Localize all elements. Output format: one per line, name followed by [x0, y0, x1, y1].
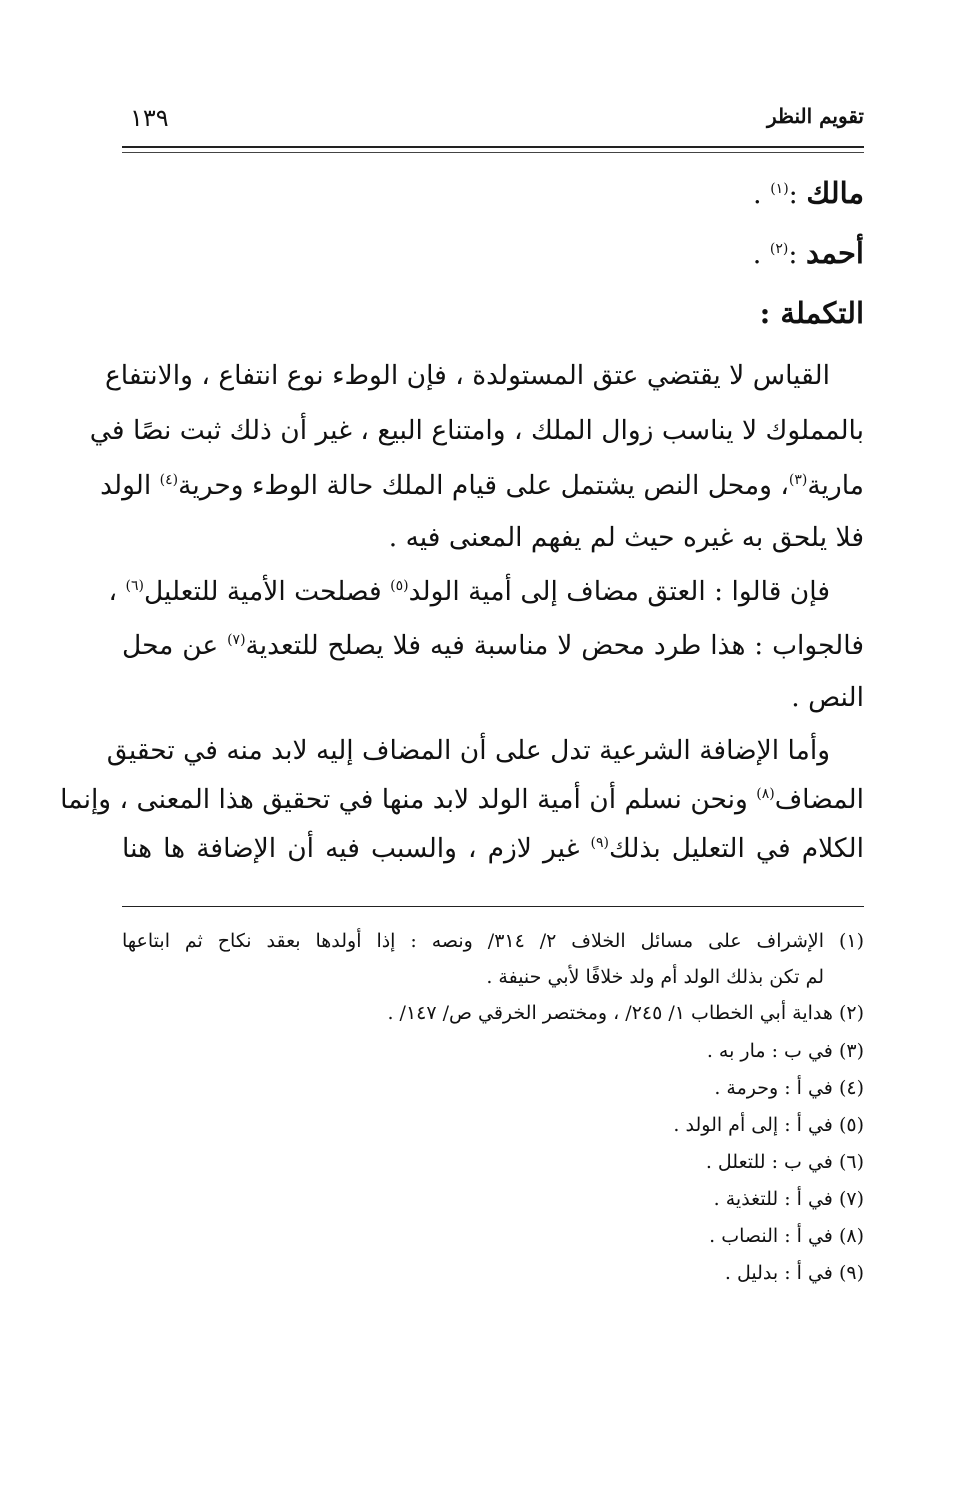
footnote-2 [387, 1002, 864, 1024]
footnote-ref: (٤) [159, 472, 179, 488]
text-run: الكلام في التعليل بذلك [609, 833, 864, 864]
running-title: تقويم النظر [767, 104, 864, 128]
footnote-6 [706, 1151, 864, 1173]
footnote-number: (٢) [838, 1002, 864, 1024]
footnote-number: (٨) [838, 1225, 864, 1247]
paragraph-line [60, 784, 864, 815]
footnote-ref: (٨) [756, 786, 775, 802]
footnote-1-continuation: لم تكن بذلك الولد أم ولد خلافًا لأبي حنيفة . [486, 966, 824, 988]
footnote-number: (٧) [838, 1188, 864, 1210]
entry-end: . [753, 179, 771, 210]
footnote-number: (٥) [838, 1114, 864, 1136]
text-run: الولد [100, 470, 160, 501]
footnote-text: في أ : إلى أم الولد . [673, 1114, 833, 1136]
entry-ahmad [753, 236, 864, 270]
paragraph-line [122, 630, 864, 661]
paragraph-line [122, 833, 864, 864]
footnote-ref: (٢) [769, 241, 789, 257]
footnote-text: في ب : مار به . [706, 1040, 833, 1062]
footnote-ref: (٦) [125, 578, 144, 594]
text-run: فصلحت الأمية للتعليل [143, 576, 391, 607]
entry-colon: : [788, 179, 807, 210]
paragraph-line: القياس لا يقتضي عتق المستولدة ، فإن الوطء نوع انتفاع ، والانتفاع [105, 360, 830, 391]
footnote-ref: (٣) [788, 472, 808, 488]
paragraph-line: النص . [791, 682, 864, 713]
section-heading: التكملة : [759, 296, 864, 330]
footnote-ref: (١) [770, 181, 789, 197]
footnote-number: (٩) [838, 1262, 864, 1284]
footnote-separator [122, 906, 864, 907]
footnote-text: في أ : وحرمة . [714, 1077, 833, 1099]
footnote-number: (٦) [838, 1151, 864, 1173]
footnote-ref: (٥) [390, 578, 409, 594]
footnote-text: في أ : للتغذية . [713, 1188, 833, 1210]
footnote-8 [709, 1225, 864, 1247]
footnote-9 [725, 1262, 864, 1284]
footnote-text: في أ : بدليل . [724, 1262, 833, 1284]
footnote-number: (٤) [838, 1077, 864, 1099]
footnote-text: الإشراف على مسائل الخلاف ٢/ ٣١٤/ ونصه : إذا أولدها بعقد نكاح ثم ابتاعها [122, 930, 825, 952]
footnote-text: في ب : للتعلل . [705, 1151, 833, 1173]
footnote-number: (١) [838, 930, 865, 952]
paragraph-line: بالمملوك لا يناسب زوال الملك ، وامتناع البيع ، غير أن ذلك ثبت نصًا في [89, 415, 864, 446]
footnote-7 [714, 1188, 864, 1210]
entry-colon: : [788, 239, 807, 270]
text-run: فالجواب : هذا طرد محض لا مناسبة فيه فلا يصلح للتعدية [245, 630, 865, 661]
entry-takmila [760, 296, 864, 330]
footnote-text: في أ : النصاب . [709, 1225, 833, 1247]
footnote-1 [122, 930, 864, 952]
footnote-5 [673, 1114, 864, 1136]
text-run: فإن قالوا : العتق مضاف إلى أمية الولد [408, 576, 830, 607]
entry-end: . [752, 239, 770, 270]
text-run: ، [108, 576, 126, 607]
text-run: ، ومحل النص يشتمل على قيام الملك حالة الوطء وحرية [178, 470, 789, 501]
paragraph-line: فلا يلحق به غيره حيث لم يفهم المعنى فيه . [388, 522, 864, 553]
text-run: مارية [807, 470, 864, 501]
paragraph-line: وأما الإضافة الشرعية تدل على أن المضاف إليه لابد منه في تحقيق [106, 735, 830, 766]
header-rule [122, 146, 864, 148]
entry-malik [753, 176, 864, 210]
header-rule-thin [122, 152, 864, 153]
footnote-number: (٣) [838, 1040, 864, 1062]
footnote-4 [714, 1077, 864, 1099]
entry-heading: أحمد [806, 236, 864, 270]
text-run: غير لازم ، والسبب فيه أن الإضافة ها هنا [122, 833, 591, 864]
page-number: ١٣٩ [130, 104, 169, 132]
paragraph-line [108, 576, 864, 607]
page-header [122, 104, 864, 140]
footnote-3 [707, 1040, 864, 1062]
footnote-ref: (٩) [590, 835, 609, 851]
paragraph-line [100, 470, 864, 501]
text-run: ونحن نسلم أن أمية الولد لابد منها في تحقيق هذا المعنى ، وإنما [60, 784, 757, 815]
text-run: المضاف [774, 784, 864, 815]
entry-heading: مالك [806, 176, 864, 210]
footnote-ref: (٧) [227, 632, 246, 648]
text-run: عن محل [122, 630, 228, 661]
footnote-text: هداية أبي الخطاب ١/ ٢٤٥/ ، ومختصر الخرقي ص/ ١٤٧/ . [387, 1002, 833, 1024]
